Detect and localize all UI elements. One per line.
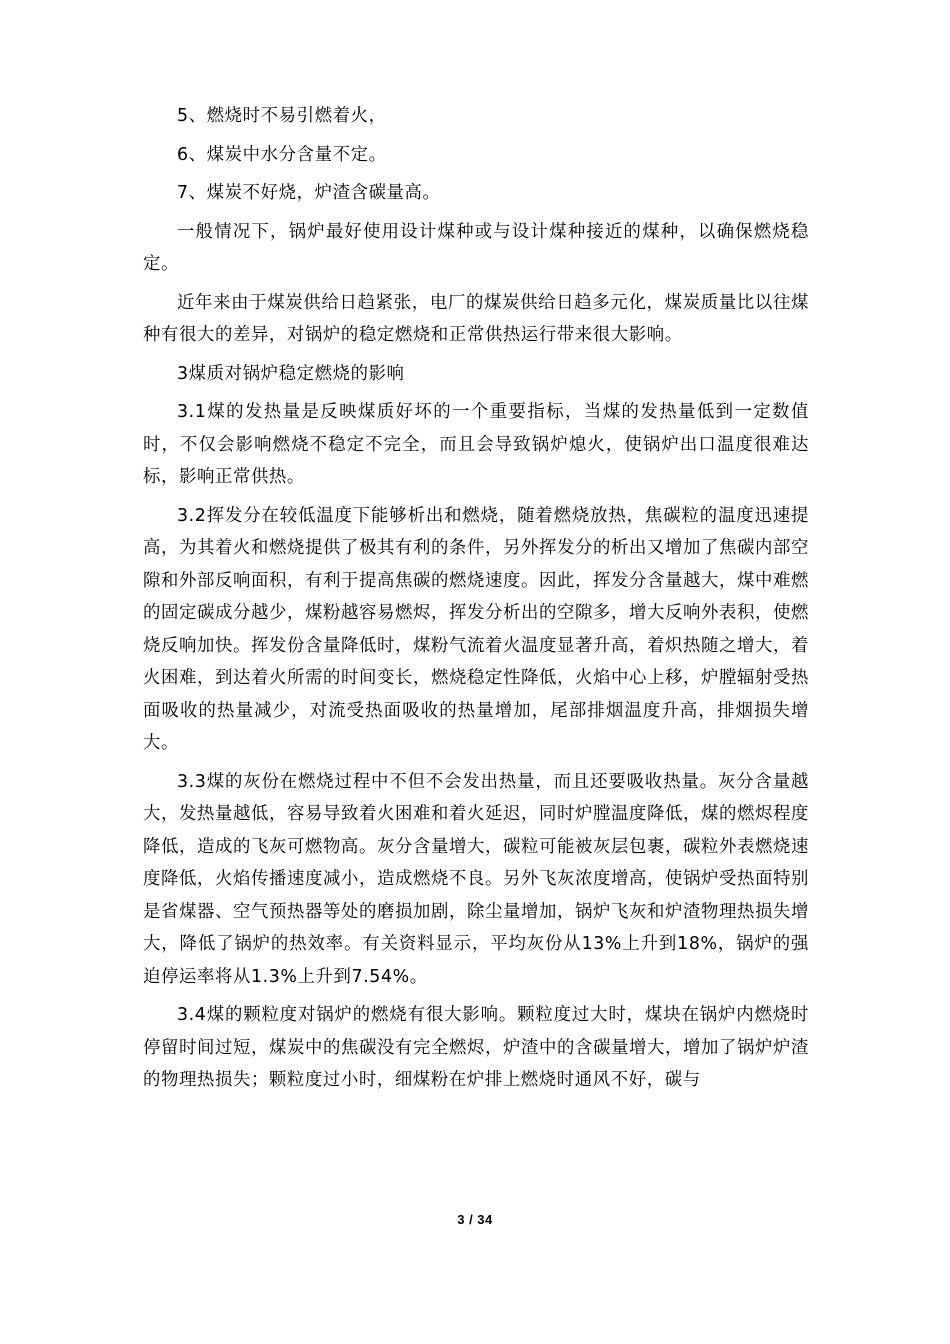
- paragraph-3-4: 3.4煤的颗粒度对锅炉的燃烧有很大影响。颗粒度过大时，煤块在锅炉内燃烧时停留时间过短，煤炭中的焦碳没有完全燃烬，炉渣中的含碳量增大，增加了锅炉炉渣的物理热损失；颗粒度过小时，细煤粉在炉排上燃烧时通风不好，碳与: [143, 1005, 809, 1090]
- paragraph-design-coal: 一般情况下，锅炉最好使用设计煤种或与设计煤种接近的煤种，以确保燃烧稳定。: [143, 221, 809, 274]
- section-heading-3: 3煤质对锅炉稳定燃烧的影响: [177, 363, 405, 384]
- page-number: 3 / 34: [457, 1212, 493, 1227]
- paragraph-item-7: 7、煤炭不好烧，炉渣含碳量高。: [177, 183, 441, 203]
- paragraph-3-3: 3.3煤的灰份在燃烧过程中不但不会发出热量，而且还要吸收热量。灰分含量越大，发热量越低，容易导致着火困难和着火延迟，同时炉膛温度降低，煤的燃烬程度降低，造成的飞灰可燃物高。灰分含量增大，碳粒可能被灰层包裹，碳粒外表燃烧速度降低，火焰传播速度减小，造成燃烧不良。另外飞灰浓度增高，使锅炉受热面特别是省煤器、空气预热器等处的磨损加剧，除尘量增加，锅炉飞灰和炉渣物理热损失增大，降低了锅炉的热效率。有关资料显示，平均灰份从13%上升到18%，锅炉的强迫停运率将从1.3%上升到7.54%。: [143, 771, 809, 987]
- paragraph-coal-supply: 近年来由于煤炭供给日趋紧张，电厂的煤炭供给日趋多元化，煤炭质量比以往煤种有很大的差异，对锅炉的稳定燃烧和正常供热运行带来很大影响。: [143, 292, 809, 345]
- document-body: [143, 100, 809, 1103]
- paragraph-item-6: 6、煤炭中水分含量不定。: [177, 144, 387, 165]
- paragraph-item-5: 5、燃烧时不易引燃着火，: [177, 106, 387, 126]
- paragraph-3-1: 3.1煤的发热量是反映煤质好坏的一个重要指标，当煤的发热量低到一定数值时，不仅会影响燃烧不稳定不完全，而且会导致锅炉熄火，使锅炉出口温度很难达标，影响正常供热。: [143, 402, 809, 487]
- paragraph-3-2: 3.2挥发分在较低温度下能够析出和燃烧，随着燃烧放热，焦碳粒的温度迅速提高，为其着火和燃烧提供了极其有利的条件，另外挥发分的析出又增加了焦碳内部空隙和外部反响面积，有利于提高焦碳的燃烧速度。因此，挥发分含量越大，煤中难燃的固定碳成分越少，煤粉越容易燃烬，挥发分析出的空隙多，增大反响外表积，使燃烧反响加快。挥发份含量降低时，煤粉气流着火温度显著升高，着炽热随之增大，着火困难，到达着火所需的时间变长，燃烧稳定性降低，火焰中心上移，炉膛辐射受热面吸收的热量减少，对流受热面吸收的热量增加，尾部排烟温度升高，排烟损失增大。: [143, 505, 809, 753]
